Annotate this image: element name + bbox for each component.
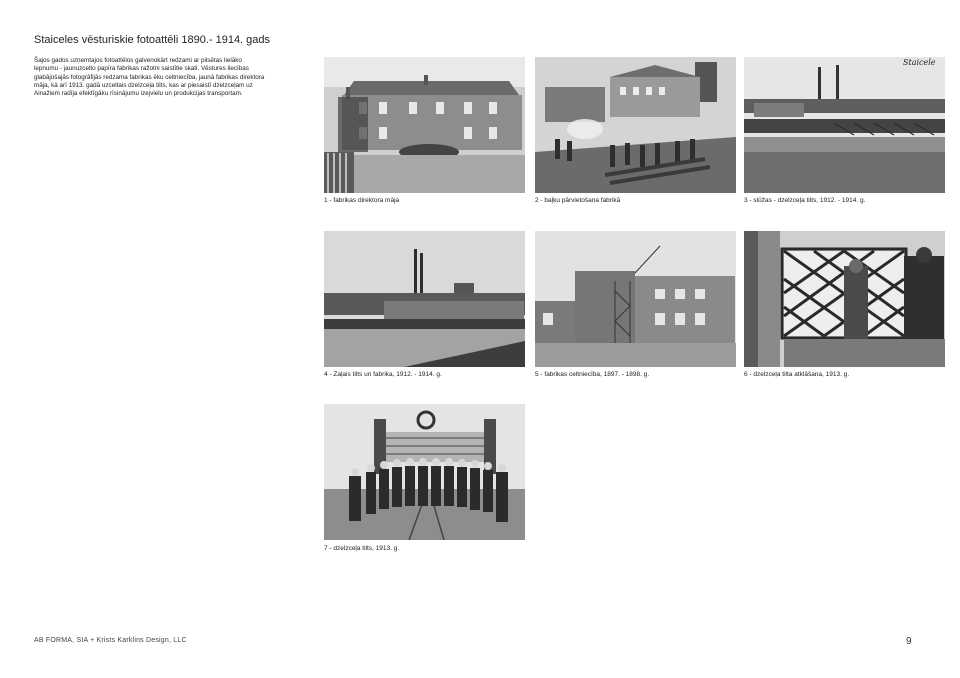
photo-dzelzcela-tilts xyxy=(324,404,525,540)
footer-credits: AB FORMA, SIA + Krists Karklins Design, LLC xyxy=(34,637,187,644)
photo-tilta-atklasana xyxy=(744,231,945,367)
photo-zalais-tilts xyxy=(324,231,525,367)
photo-caption: 2 - baļķu pārvietošana fabrikā xyxy=(535,197,621,204)
photo-fabrikas-celtnieciba xyxy=(535,231,736,367)
photo-caption: 1 - fabrikas direktora māja xyxy=(324,197,400,204)
intro-paragraph: Šajos gados uzņemtajos fotoattēlos galvenokārt redzami ar pilsētas lielāko lepnumu - jaunuzcelto papīra fabrikas ražotni saistītie skati. Vēstures liecības glabājošajās fotogrāfijās redzama fabrikas ēku celtniecība, jaunā fabrikas direktora māja, kā arī 1913. gadā uzceltais dzelzceļa tilts, kas ar piesaistī dzelzceļam uz Ainažiem radīja efektīgāku rīsinājumu izejvielu un produkcijas transportam. xyxy=(34,57,265,98)
photo-caption: 6 - dzelzceļa tilta atklāšana, 1913. g. xyxy=(744,371,850,378)
photo-inscription: Staicele xyxy=(903,58,936,67)
photo-caption: 5 - fabrikas celtniecība, 1897. - 1898. g. xyxy=(535,371,650,378)
photo-caption: 7 - dzelzceļa tilts, 1913. g. xyxy=(324,545,400,552)
photo-caption: 4 - Zaļais tilts un fabrika, 1912. - 1914. g. xyxy=(324,371,442,378)
photo-caption: 3 - slūžas - dzelzceļa tilts, 1912. - 1914. g. xyxy=(744,197,866,204)
page-title: Staiceles vēsturiskie fotoattēli 1890.- 1914. gads xyxy=(34,34,271,46)
page-number: 9 xyxy=(906,636,912,647)
photo-fabrikas-direktora-maja xyxy=(324,57,525,193)
photo-balku-parvietosana xyxy=(535,57,736,193)
photo-sluzas-dzelzcela-tilts xyxy=(744,57,945,193)
